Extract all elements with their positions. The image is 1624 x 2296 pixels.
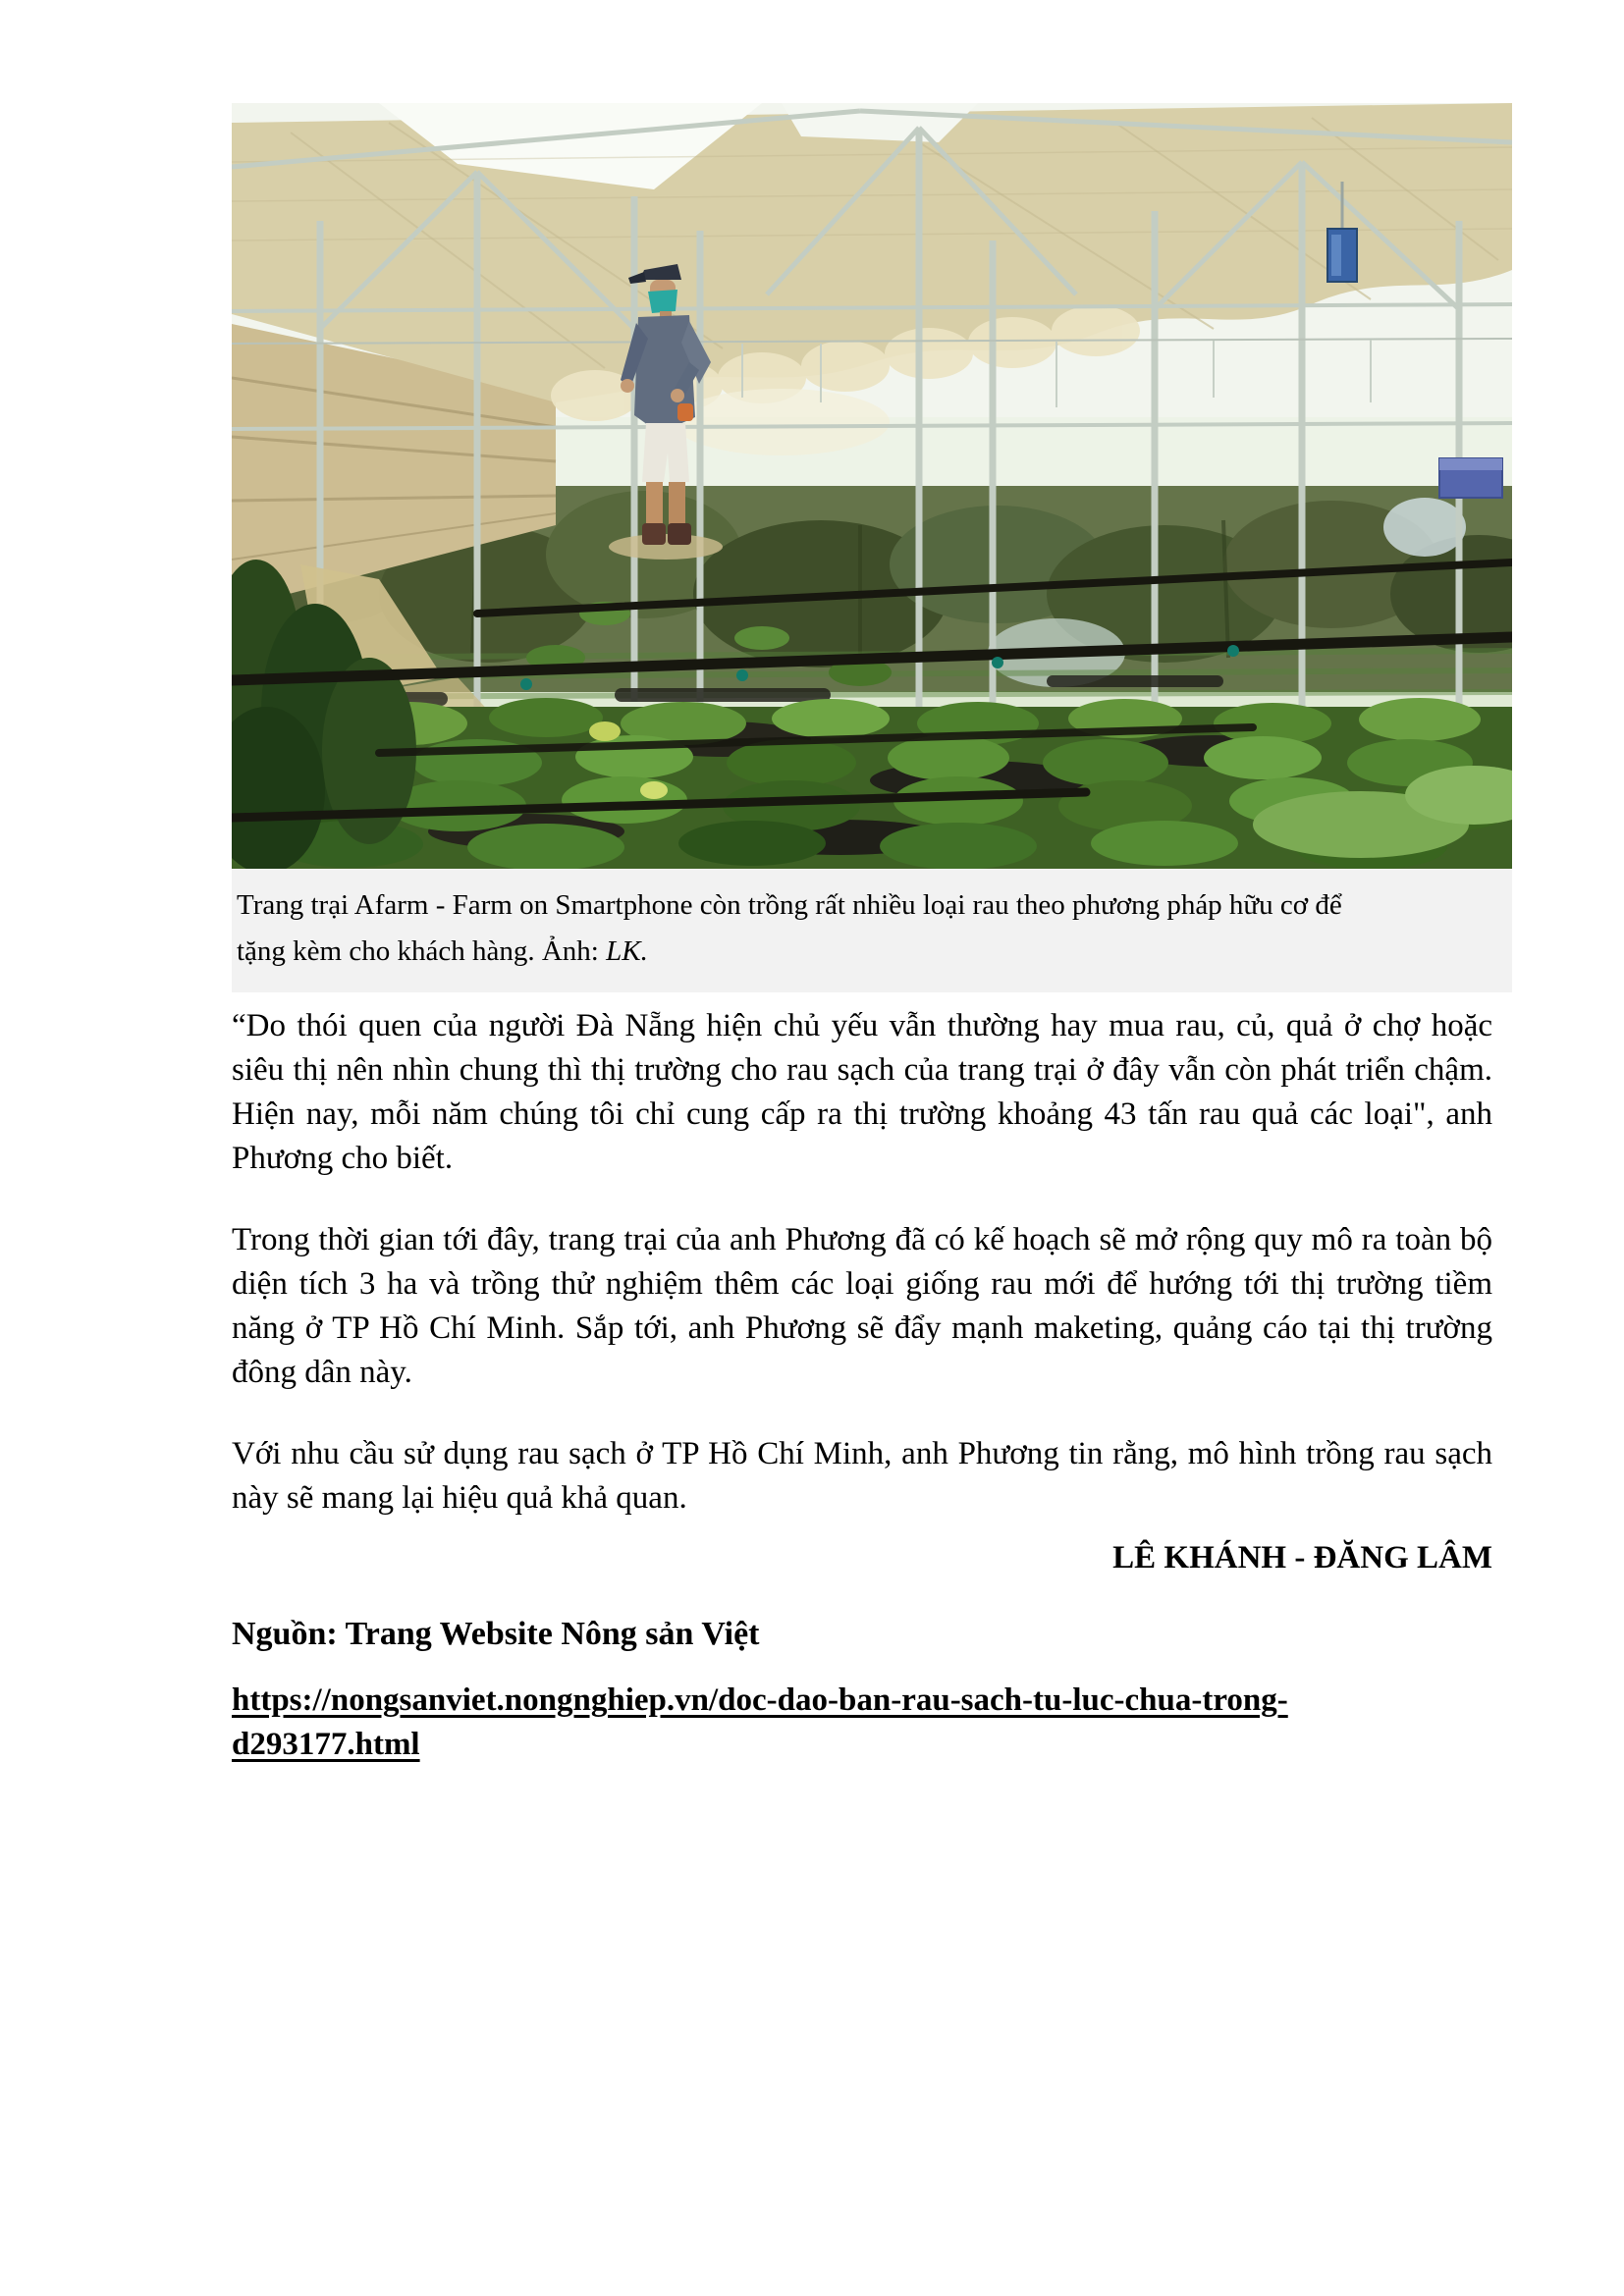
- paragraph-quote: “Do thói quen của người Đà Nẵng hiện chủ yếu vẫn thường hay mua rau, củ, quả ở chợ hoặc siêu thị nên nhìn chung thì thị trường cho rau sạch của trang trại ở đây vẫn còn phát triển chậm. Hiện nay, mỗi năm chúng tôi chỉ cung cấp ra thị trường khoảng 43 tấn rau quả các loại", anh Phương cho biết.: [232, 1008, 1492, 1176]
- document-page: [232, 103, 1512, 1767]
- greenhouse-photo-illustration: [232, 103, 1512, 869]
- article-link-line2[interactable]: d293177.html: [232, 1727, 420, 1762]
- article-link[interactable]: [232, 1682, 1288, 1762]
- paragraph-outlook: Với nhu cầu sử dụng rau sạch ở TP Hồ Chí Minh, anh Phương tin rằng, mô hình trồng rau sạch này sẽ mang lại hiệu quả khả quan.: [232, 1436, 1492, 1516]
- photo-credit: LK.: [606, 935, 648, 967]
- article-figure: [232, 103, 1512, 992]
- photo-caption-line1: Trang trại Afarm - Farm on Smartphone còn trồng rất nhiều loại rau theo phương pháp hữu cơ để: [237, 889, 1342, 921]
- paragraph-expansion-plan: Trong thời gian tới đây, trang trại của anh Phương đã có kế hoạch sẽ mở rộng quy mô ra toàn bộ diện tích 3 ha và trồng thử nghiệm thêm các loại giống rau mới để hướng tới thị trường tiềm năng ở TP Hồ Chí Minh. Sắp tới, anh Phương sẽ đẩy mạnh maketing, quảng cáo tại thị trường đông dân này.: [232, 1222, 1492, 1390]
- byline: LÊ KHÁNH - ĐĂNG LÂM: [1112, 1540, 1492, 1575]
- source-line: Nguồn: Trang Website Nông sản Việt: [232, 1616, 760, 1652]
- farmer-face-mask: [648, 290, 677, 313]
- blue-crate: [1439, 458, 1502, 498]
- article-photo: [232, 103, 1512, 869]
- source-link-line: [232, 1679, 1492, 1767]
- photo-caption-line2: tặng kèm cho khách hàng. Ảnh:: [237, 935, 607, 967]
- photo-caption: [232, 869, 1512, 992]
- article-link-line1[interactable]: https://nongsanviet.nongnghiep.vn/doc-dao-ban-rau-sach-tu-luc-chua-trong-: [232, 1682, 1288, 1718]
